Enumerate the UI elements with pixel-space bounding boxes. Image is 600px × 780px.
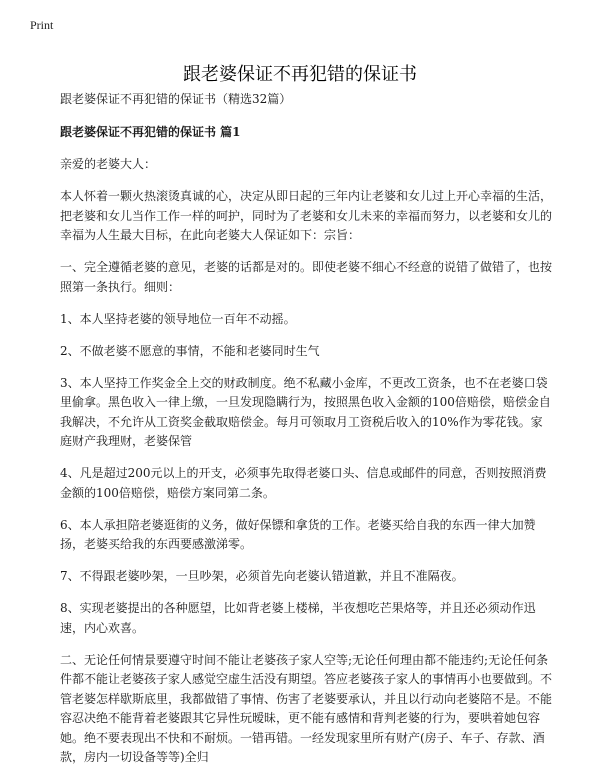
document-subtitle: 跟老婆保证不再犯错的保证书（精选32篇） — [60, 92, 292, 106]
paragraph: 8、实现老婆提出的各种愿望，比如背老婆上楼梯，半夜想吃芒果烙等，并且还必须动作迅速，内心欢喜。 — [60, 601, 536, 635]
paragraph: 7、不得跟老婆吵架，一旦吵架，必须首先向老婆认错道歉，并且不准隔夜。 — [60, 569, 464, 583]
section-heading: 跟老婆保证不再犯错的保证书 篇1 — [60, 124, 241, 139]
paragraph: 本人怀着一颗火热滚烫真诚的心，决定从即日起的三年内让老婆和女儿过上开心幸福的生活，把老婆和女儿当作工作一样的呵护，同时为了老婆和女儿未来的幸福而努力，以老婆和女儿的幸福为人生最大目标，在此向老婆大人保证如下：宗旨： — [60, 189, 553, 242]
paragraph: 4、凡是超过200元以上的开支，必须事先取得老婆口头、信息或邮件的同意，否则按照消费金额的100倍赔偿，赔偿方案同第二条。 — [60, 466, 547, 500]
paragraph: 3、本人坚持工作奖金全上交的财政制度。绝不私藏小金库，不更改工资条，也不在老婆口袋里偷拿。黑色收入一律上缴，一旦发现隐瞒行为，按照黑色收入金额的100倍赔偿，赔偿金自我解决，不允许从工资奖金截取赔偿金。每月可领取月工资税后收入的10%作为零花钱。家庭财产我理财，老婆保管 — [60, 375, 551, 448]
paragraph: 2、不做老婆不愿意的事情，不能和老婆同时生气 — [60, 343, 320, 358]
paragraph: 1、本人坚持老婆的领导地位一百年不动摇。 — [60, 311, 296, 326]
paragraph: 二、无论任何情景要遵守时间不能让老婆孩子家人空等;无论任何理由都不能违约;无论任何条件都不能让老婆孩子家人感觉空虚生活没有期望。答应老婆孩子家人的事情再小也要做到。不管老婆怎样歇斯底里，我都做错了事情、伤害了老婆要承认，并且以行动向老婆陪不是。不能容忍决绝不能背着老婆跟其它异性玩暧昧，更不能有感情和背判老婆的行为，要哄着她包容她。绝不要表现出不快和不耐烦。一错再错。一经发现家里所有财产(房子、车子、存款、酒款，房内一切设备等等)全归 — [60, 652, 553, 764]
page-title: 跟老婆保证不再犯错的保证书 — [183, 64, 417, 85]
paragraph: 6、本人承担陪老婆逛街的义务，做好保镖和拿货的工作。老婆买给自我的东西一律大加赞扬，老婆买给我的东西要感激涕零。 — [60, 517, 536, 551]
greeting: 亲爱的老婆大人： — [60, 157, 157, 171]
paragraph: 一、完全遵循老婆的意见，老婆的话都是对的。即使老婆不细心不经意的说错了做错了，也按照第一条执行。细则： — [60, 260, 553, 294]
print-label: Print — [30, 18, 54, 32]
document-body — [60, 90, 552, 780]
